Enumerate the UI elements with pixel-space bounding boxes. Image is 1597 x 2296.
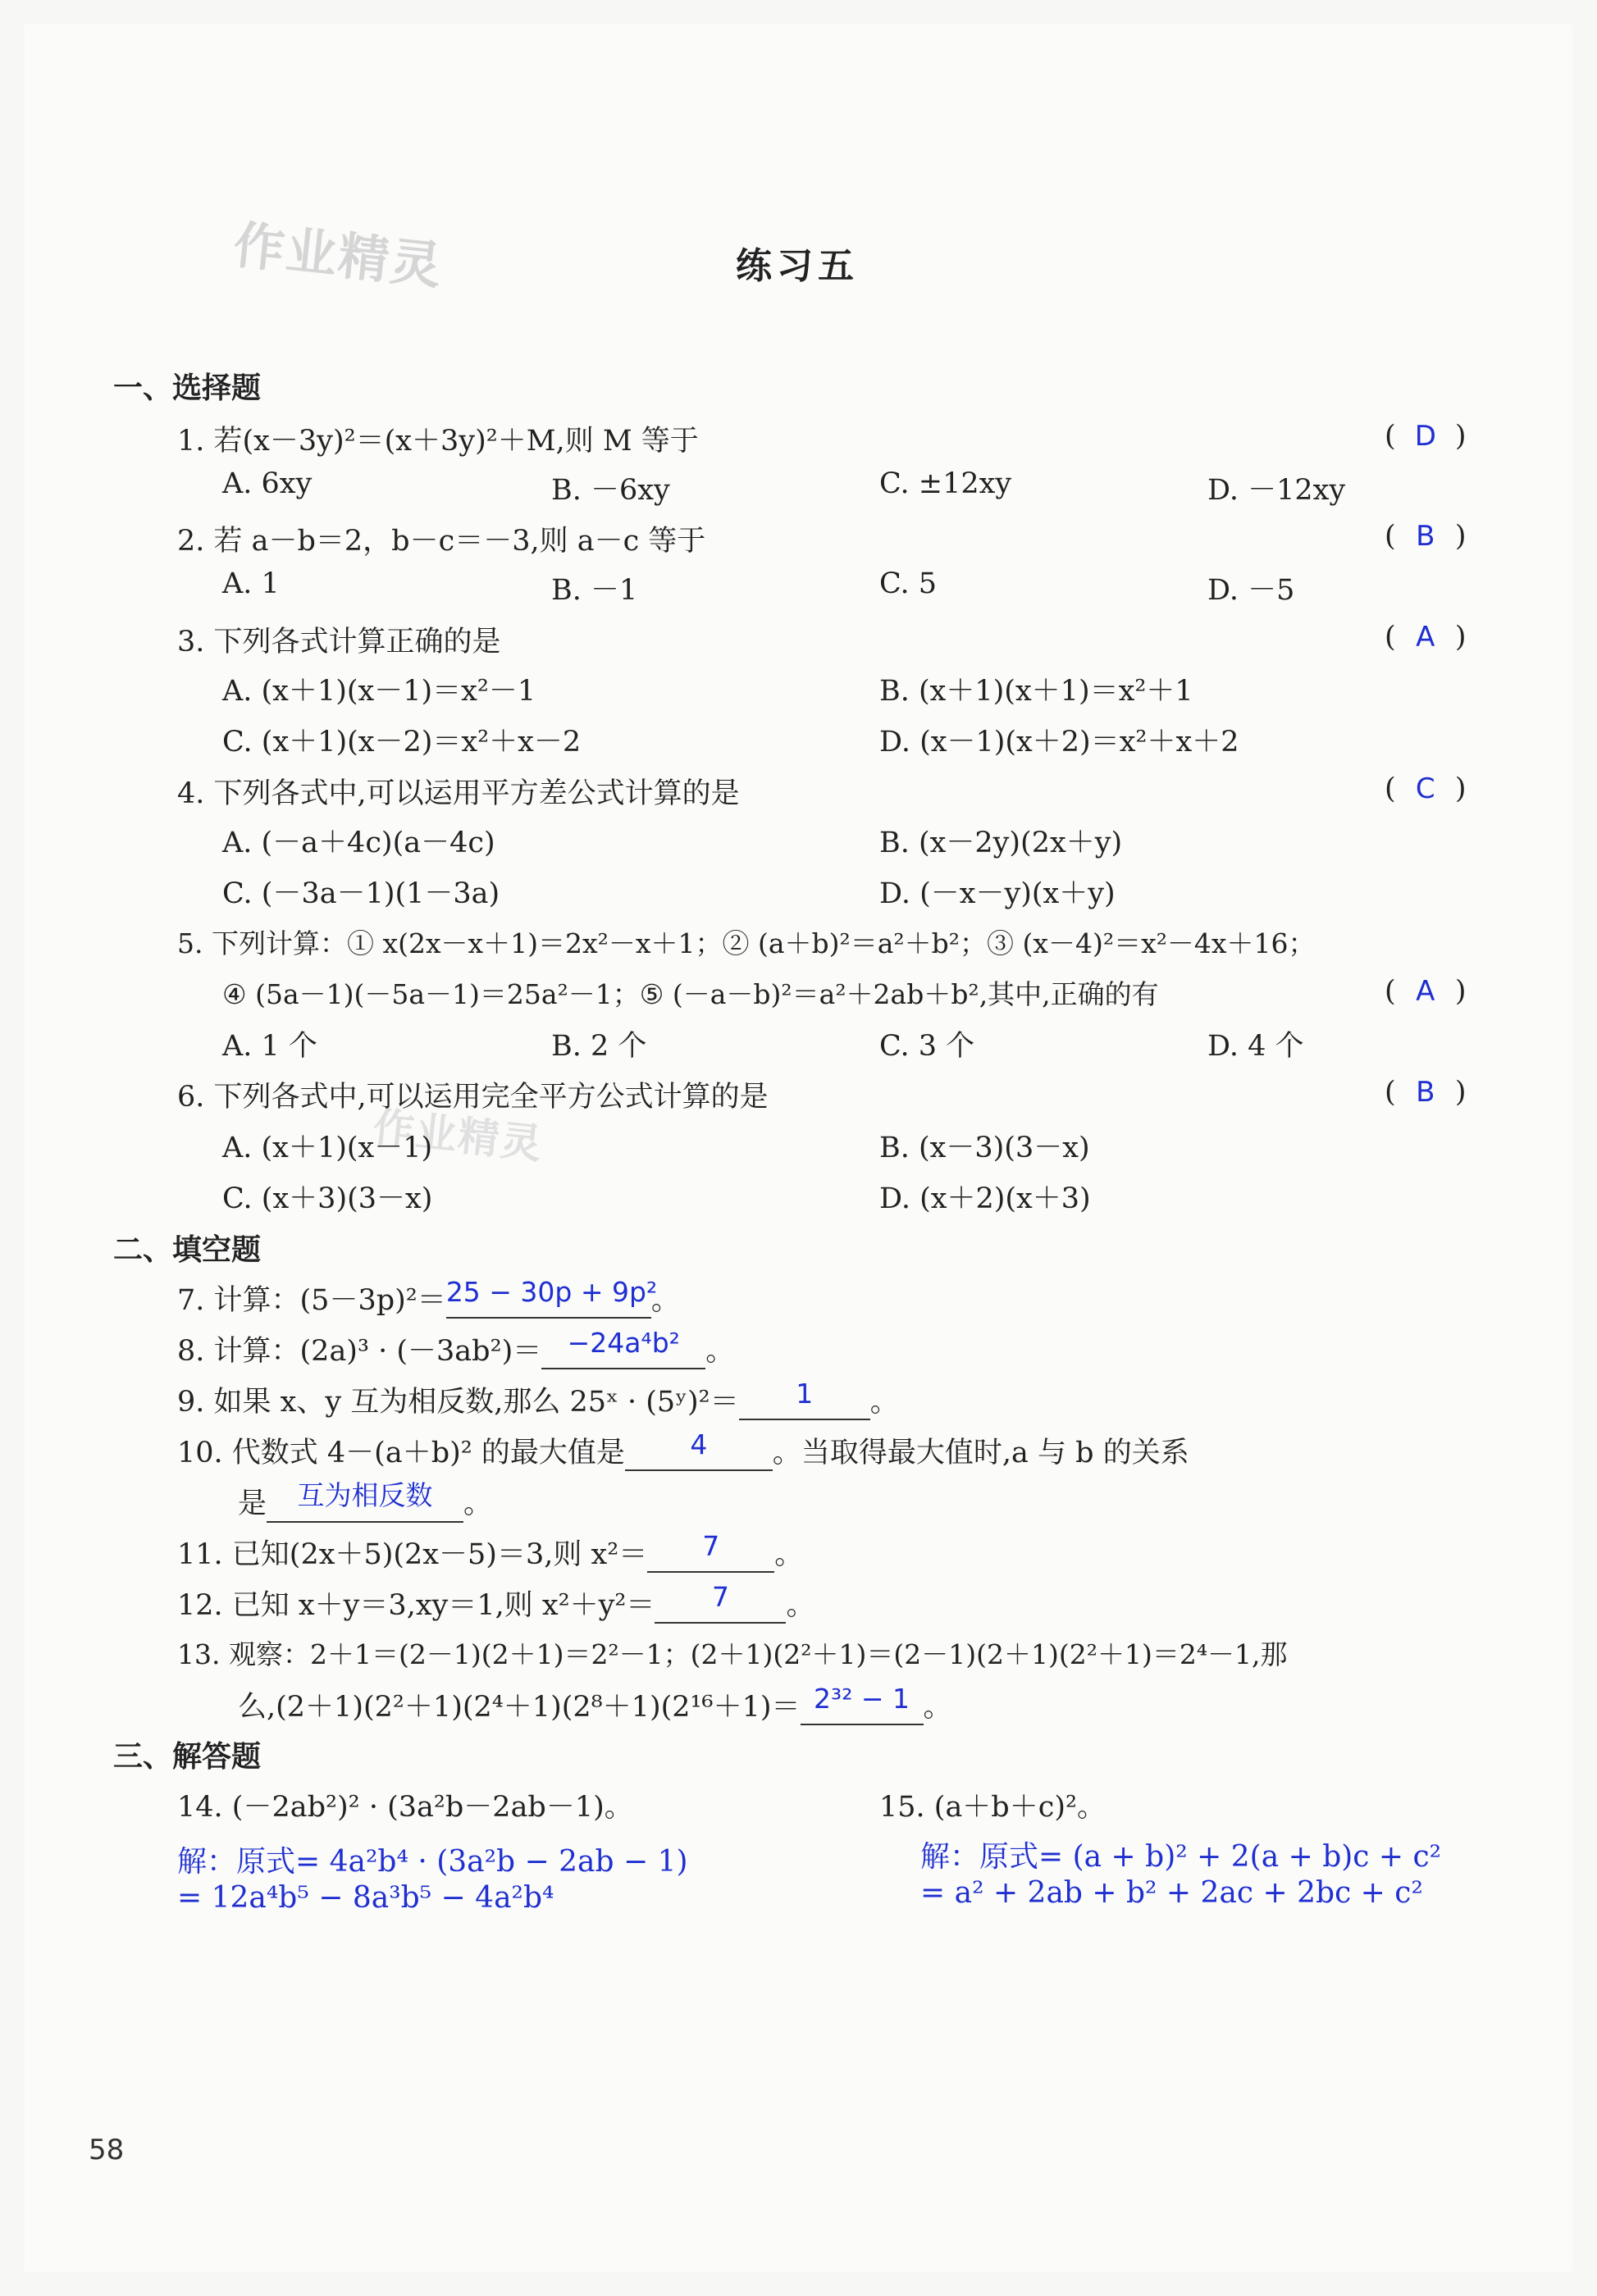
question-5-stem-line2: ④ (5a－1)(－5a－1)＝25a²－1；⑤ (－a－b)²＝a²＋2ab＋b²,其中,正确的有 bbox=[222, 978, 1159, 1010]
question-13-blank bbox=[801, 1683, 924, 1725]
watermark-logo-2: 作业精灵 bbox=[371, 1103, 546, 1168]
answer-letter: B bbox=[1416, 520, 1435, 553]
question-11-text: 11. 已知(2x＋5)(2x－5)＝3,则 x²＝ bbox=[177, 1538, 648, 1571]
question-13-end: 。 bbox=[923, 1691, 952, 1724]
question-3-option-a: A. (x＋1)(x－1)＝x²－1 bbox=[222, 675, 536, 708]
question-1-option-a: A. 6xy bbox=[222, 467, 313, 500]
answer-letter: C bbox=[1415, 772, 1435, 805]
question-3-stem: 3. 下列各式计算正确的是 bbox=[177, 626, 501, 658]
question-8-answer: −24a⁴b² bbox=[567, 1327, 680, 1359]
question-15-solution-line2: = a² + 2ab + b² + 2ac + 2bc + c² bbox=[920, 1876, 1423, 1910]
question-5-option-b: B. 2 个 bbox=[551, 1030, 647, 1063]
question-6-option-d: D. (x＋2)(x＋3) bbox=[879, 1182, 1091, 1215]
question-2-option-b: B. －1 bbox=[551, 574, 638, 607]
question-12-end: 。 bbox=[786, 1589, 815, 1622]
answer-letter: B bbox=[1416, 1076, 1435, 1109]
question-7-text: 7. 计算：(5－3p)²＝ bbox=[177, 1284, 446, 1317]
question-15-stem: 15. (a＋b＋c)²。 bbox=[879, 1791, 1106, 1824]
section-solve-heading: 三、解答题 bbox=[113, 1739, 262, 1774]
question-11-end: 。 bbox=[774, 1538, 804, 1571]
question-9-text: 9. 如果 x、y 互为相反数,那么 25ˣ · (5ʸ)²＝ bbox=[177, 1386, 739, 1419]
question-5-answer: ( A ) bbox=[1385, 975, 1467, 1008]
question-12-text: 12. 已知 x＋y＝3,xy＝1,则 x²＋y²＝ bbox=[177, 1589, 655, 1622]
question-6-answer: ( B ) bbox=[1385, 1076, 1467, 1109]
question-14-solution-line1: 解：原式= 4a²b⁴ · (3a²b − 2ab − 1) bbox=[177, 1845, 688, 1879]
question-2-stem: 2. 若 a－b＝2，b－c＝－3,则 a－c 等于 bbox=[177, 525, 706, 558]
question-4-option-c: C. (－3a－1)(1－3a) bbox=[222, 877, 500, 910]
question-10-line2 bbox=[238, 1481, 492, 1523]
question-7-end: 。 bbox=[650, 1284, 680, 1317]
question-14-solution-line2: = 12a⁴b⁵ − 8a³b⁵ − 4a²b⁴ bbox=[177, 1881, 554, 1915]
question-10-text-cont: 。当取得最大值时,a 与 b 的关系 bbox=[772, 1437, 1189, 1469]
question-8-end: 。 bbox=[705, 1335, 735, 1368]
question-5-stem: 5. 下列计算：① x(2x－x＋1)＝2x²－x＋1；② (a＋b)²＝a²＋b²；③ (x－4)²＝x²－4x＋16； bbox=[177, 927, 1316, 959]
question-11 bbox=[177, 1532, 803, 1573]
question-3-option-d: D. (x－1)(x＋2)＝x²＋x＋2 bbox=[879, 726, 1239, 758]
question-10-blank bbox=[625, 1428, 773, 1471]
question-10-answer: 4 bbox=[690, 1428, 708, 1460]
question-8-text: 8. 计算：(2a)³ · (－3ab²)＝ bbox=[177, 1335, 542, 1368]
question-12 bbox=[177, 1583, 814, 1624]
question-8 bbox=[177, 1328, 734, 1369]
question-10-line2-text: 是 bbox=[238, 1487, 267, 1520]
question-10-answer-2: 互为相反数 bbox=[297, 1479, 433, 1511]
question-4-option-b: B. (x－2y)(2x＋y) bbox=[879, 827, 1123, 859]
question-9-end: 。 bbox=[869, 1386, 899, 1419]
question-9-blank bbox=[739, 1378, 870, 1420]
question-7-answer: 25 − 30p + 9p² bbox=[445, 1276, 658, 1308]
question-7-blank bbox=[445, 1276, 658, 1319]
section-choice-heading: 一、选择题 bbox=[113, 371, 262, 405]
question-2-option-c: C. 5 bbox=[879, 567, 938, 600]
question-5-option-d: D. 4 个 bbox=[1207, 1030, 1304, 1063]
question-4-option-d: D. (－x－y)(x＋y) bbox=[879, 877, 1116, 910]
question-1-option-b: B. －6xy bbox=[551, 474, 670, 507]
question-4-option-a: A. (－a＋4c)(a－4c) bbox=[222, 827, 495, 859]
question-10-blank-2 bbox=[267, 1479, 463, 1523]
question-6-option-b: B. (x－3)(3－x) bbox=[879, 1132, 1090, 1164]
question-5-option-a: A. 1 个 bbox=[222, 1030, 317, 1063]
question-9-answer: 1 bbox=[796, 1378, 814, 1410]
answer-letter: A bbox=[1416, 975, 1435, 1008]
question-1-stem: 1. 若(x－3y)²＝(x＋3y)²＋M,则 M 等于 bbox=[177, 425, 699, 458]
question-1-option-d: D. －12xy bbox=[1207, 474, 1346, 507]
question-13-answer: 2³² − 1 bbox=[813, 1683, 910, 1715]
section-fill-heading: 二、填空题 bbox=[113, 1232, 262, 1267]
question-6-option-c: C. (x＋3)(3－x) bbox=[222, 1182, 433, 1215]
question-15-solution-line1: 解：原式= (a + b)² + 2(a + b)c + c² bbox=[920, 1840, 1442, 1874]
question-13-line2-text: 么,(2＋1)(2²＋1)(2⁴＋1)(2⁸＋1)(2¹⁶＋1)＝ bbox=[238, 1691, 801, 1724]
question-13-line2 bbox=[238, 1684, 952, 1725]
question-3-answer: ( A ) bbox=[1385, 621, 1467, 654]
question-2-option-a: A. 1 bbox=[222, 567, 280, 600]
question-12-blank bbox=[655, 1581, 786, 1624]
page-number: 58 bbox=[89, 2134, 125, 2166]
question-9 bbox=[177, 1379, 899, 1420]
question-10 bbox=[177, 1430, 1189, 1471]
answer-letter: A bbox=[1416, 621, 1435, 654]
question-5-option-c: C. 3 个 bbox=[879, 1030, 975, 1063]
question-2-option-d: D. －5 bbox=[1207, 574, 1295, 607]
question-11-blank bbox=[647, 1530, 774, 1573]
question-6-stem: 6. 下列各式中,可以运用完全平方公式计算的是 bbox=[177, 1081, 769, 1114]
question-3-option-b: B. (x＋1)(x＋1)＝x²＋1 bbox=[879, 675, 1193, 708]
question-4-stem: 4. 下列各式中,可以运用平方差公式计算的是 bbox=[177, 777, 740, 810]
question-7 bbox=[177, 1278, 680, 1319]
question-1-option-c: C. ±12xy bbox=[879, 467, 1012, 500]
question-10-line2-end: 。 bbox=[463, 1487, 493, 1520]
question-8-blank bbox=[541, 1327, 705, 1369]
watermark-logo: 作业精灵 bbox=[230, 214, 446, 297]
question-1-answer: ( D ) bbox=[1385, 420, 1467, 453]
page-title: 练习五 bbox=[736, 245, 859, 287]
question-11-answer: 7 bbox=[702, 1530, 720, 1562]
question-14-stem: 14. (－2ab²)² · (3a²b－2ab－1)。 bbox=[177, 1791, 633, 1824]
question-13: 13. 观察：2＋1＝(2－1)(2＋1)＝2²－1；(2＋1)(2²＋1)＝(2－1)(2＋1)(2²＋1)＝2⁴－1,那 bbox=[177, 1638, 1288, 1670]
question-6-option-a: A. (x＋1)(x－1) bbox=[222, 1132, 433, 1164]
question-12-answer: 7 bbox=[711, 1581, 729, 1613]
question-2-answer: ( B ) bbox=[1385, 520, 1467, 553]
question-10-text: 10. 代数式 4－(a＋b)² 的最大值是 bbox=[177, 1437, 625, 1469]
answer-letter: D bbox=[1414, 420, 1436, 453]
question-4-answer: ( C ) bbox=[1385, 772, 1467, 805]
question-3-option-c: C. (x＋1)(x－2)＝x²＋x－2 bbox=[222, 726, 582, 758]
